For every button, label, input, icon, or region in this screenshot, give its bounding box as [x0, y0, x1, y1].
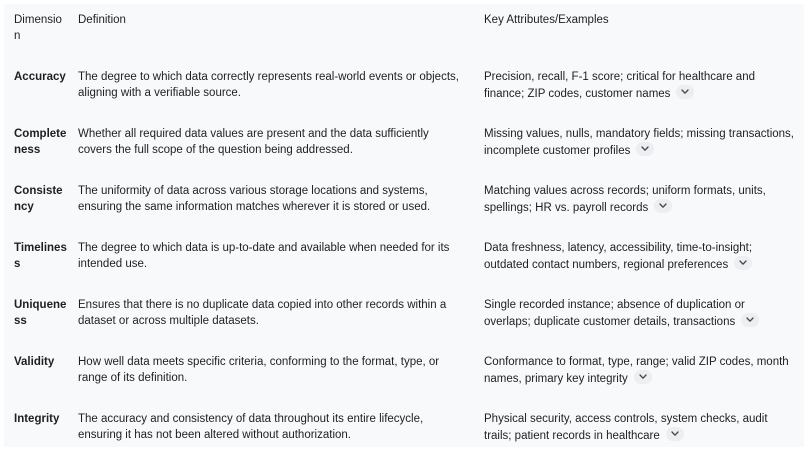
- data-quality-table-container: [4, 4, 804, 447]
- definition-cell: The degree to which data correctly represents real-world events or objects, aligning with a verifiable source.: [78, 71, 459, 99]
- definition-cell: The uniformity of data across various storage locations and systems, ensuring the same information matches wherever it is stored or used.: [78, 185, 431, 213]
- attributes-text: Physical security, access controls, system checks, audit trails; patient records in healthcare: [484, 413, 768, 442]
- attributes-cell: [478, 172, 804, 229]
- table-header: [4, 4, 804, 58]
- attributes-cell: [478, 115, 804, 172]
- dimension-cell: Completeness: [14, 128, 67, 156]
- attributes-text: Single recorded instance; absence of duplication or overlaps; duplicate customer details, transactions: [484, 299, 745, 328]
- attributes-text: Data freshness, latency, accessibility, time-to-insight; outdated contact numbers, regional preferences: [484, 242, 753, 271]
- dimension-cell: Validity: [14, 356, 55, 368]
- table-body: [4, 58, 804, 457]
- dimension-cell: Accuracy: [14, 71, 66, 83]
- data-quality-table: [4, 4, 804, 457]
- dimension-cell: Integrity: [14, 413, 60, 425]
- chevron-down-icon[interactable]: [634, 370, 652, 384]
- attributes-text: Missing values, nulls, mandatory fields; missing transactions, incomplete customer profiles: [484, 128, 794, 157]
- chevron-down-icon[interactable]: [654, 199, 672, 213]
- header-row: [4, 4, 804, 58]
- definition-cell: Ensures that there is no duplicate data copied into other records within a dataset or across multiple datasets.: [78, 299, 447, 327]
- dimension-cell: Consistency: [14, 185, 63, 213]
- attributes-text: Matching values across records; uniform formats, units, spellings; HR vs. payroll records: [484, 185, 766, 214]
- table-row: [4, 286, 804, 343]
- definition-cell: The degree to which data is up-to-date and available when needed for its intended use.: [78, 242, 450, 270]
- chevron-down-icon[interactable]: [636, 142, 654, 156]
- header-definition: Definition: [78, 14, 126, 26]
- attributes-cell: [478, 400, 804, 457]
- attributes-cell: [478, 343, 804, 400]
- chevron-down-icon[interactable]: [676, 85, 694, 99]
- table-row: [4, 58, 804, 115]
- table-row: [4, 115, 804, 172]
- dimension-cell: Timeliness: [14, 242, 67, 270]
- definition-cell: The accuracy and consistency of data throughout its entire lifecycle, ensuring it has not been altered without authorization.: [78, 413, 424, 441]
- definition-cell: How well data meets specific criteria, conforming to the format, type, or range of its definition.: [78, 356, 440, 384]
- chevron-down-icon[interactable]: [741, 313, 759, 327]
- attributes-cell: [478, 286, 804, 343]
- dimension-cell: Uniqueness: [14, 299, 67, 327]
- table-row: [4, 400, 804, 457]
- chevron-down-icon[interactable]: [666, 427, 684, 441]
- table-row: [4, 229, 804, 286]
- definition-cell: Whether all required data values are present and the data sufficiently covers the full scope of the question being addressed.: [78, 128, 429, 156]
- attributes-cell: [478, 229, 804, 286]
- attributes-text: Precision, recall, F-1 score; critical for healthcare and finance; ZIP codes, customer names: [484, 71, 755, 100]
- chevron-down-icon[interactable]: [734, 256, 752, 270]
- attributes-cell: [478, 58, 804, 115]
- table-row: [4, 343, 804, 400]
- header-dimension: Dimension: [14, 14, 62, 42]
- header-key-attributes: Key Attributes/Examples: [484, 14, 609, 26]
- table-row: [4, 172, 804, 229]
- attributes-text: Conformance to format, type, range; valid ZIP codes, month names, primary key integrity: [484, 356, 789, 385]
